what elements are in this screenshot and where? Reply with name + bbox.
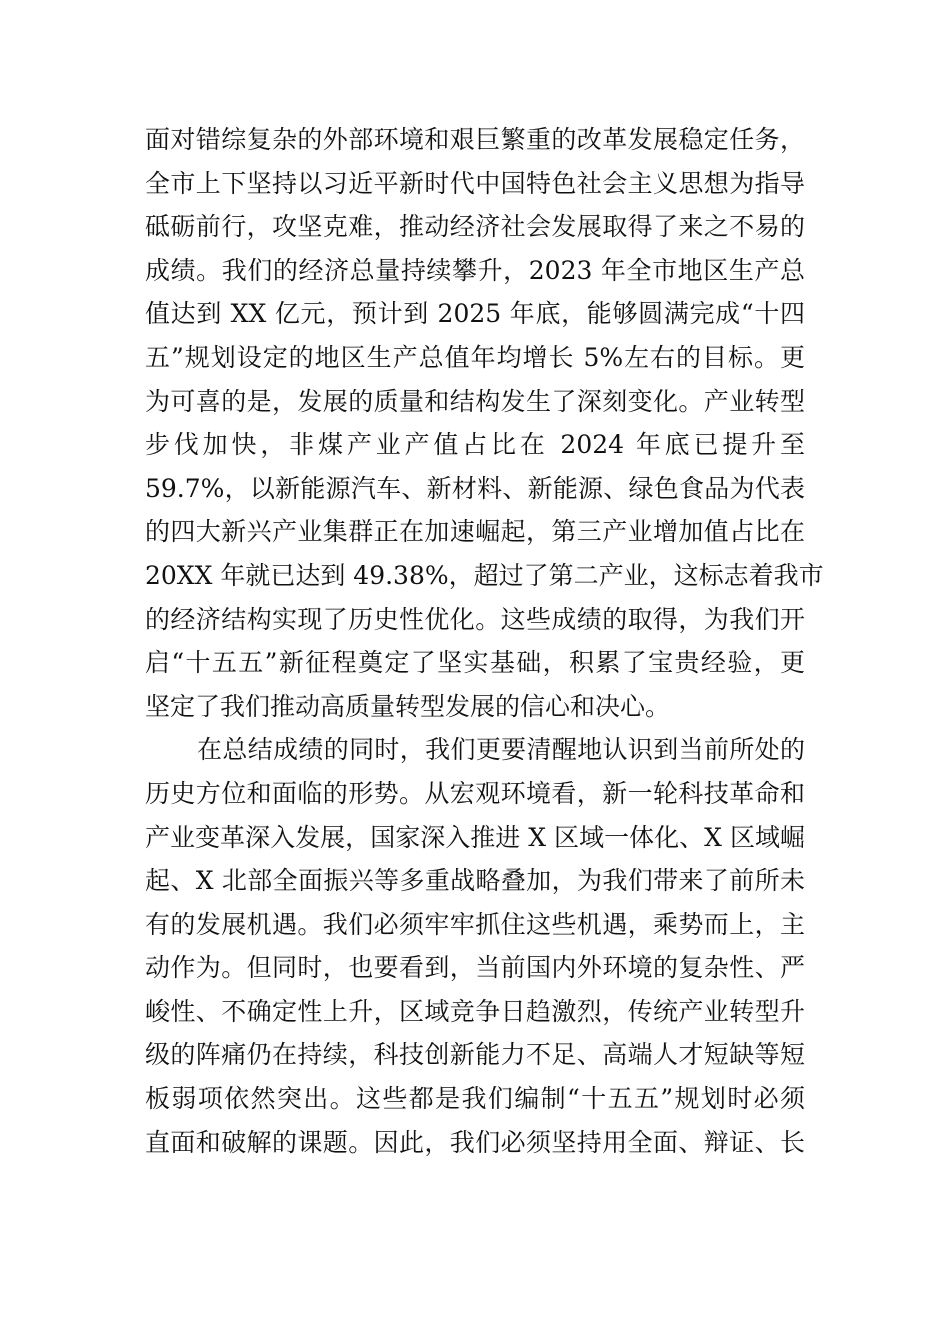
text-line: 值达到 XX 亿元，预计到 2025 年底，能够圆满完成“十四: [145, 299, 805, 329]
text-line: 启“十五五”新征程奠定了坚实基础，积累了宝贵经验，更: [145, 648, 805, 678]
text-line: 直面和破解的课题。因此，我们必须坚持用全面、辩证、长: [145, 1127, 805, 1157]
text-line: 级的阵痛仍在持续，科技创新能力不足、高端人才短缺等短: [145, 1040, 805, 1070]
text-line: 59.7%，以新能源汽车、新材料、新能源、绿色食品为代表: [145, 473, 805, 503]
text-line: 的四大新兴产业集群正在加速崛起，第三产业增加值占比在: [145, 517, 805, 547]
paragraph-situation: [145, 728, 805, 1164]
text-line: 产业变革深入发展，国家深入推进 X 区域一体化、X 区域崛: [145, 822, 805, 852]
text-line: 历史方位和面临的形势。从宏观环境看，新一轮科技革命和: [145, 778, 805, 808]
text-line: 面对错综复杂的外部环境和艰巨繁重的改革发展稳定任务，: [145, 125, 805, 154]
paragraph-achievements: [145, 118, 824, 728]
text-line: 步伐加快，非煤产业产值占比在 2024 年底已提升至: [145, 430, 805, 460]
text-line: 20XX 年就已达到 49.38%，超过了第二产业，这标志着我市: [145, 560, 824, 590]
text-line: 在总结成绩的同时，我们更要清醒地认识到当前所处的: [197, 735, 805, 765]
text-line: 五”规划设定的地区生产总值年均增长 5%左右的目标。更: [145, 342, 805, 372]
text-line: 板弱项依然突出。这些都是我们编制“十五五”规划时必须: [145, 1084, 805, 1114]
text-line: 动作为。但同时，也要看到，当前国内外环境的复杂性、严: [145, 953, 805, 983]
text-line: 峻性、不确定性上升，区域竞争日趋激烈，传统产业转型升: [145, 996, 805, 1026]
text-line: 成绩。我们的经济总量持续攀升，2023 年全市地区生产总: [145, 255, 805, 285]
text-line: 为可喜的是，发展的质量和结构发生了深刻变化。产业转型: [145, 386, 805, 416]
text-line: 坚定了我们推动高质量转型发展的信心和决心。: [145, 691, 671, 721]
text-line: 起、X 北部全面振兴等多重战略叠加，为我们带来了前所未: [145, 866, 805, 896]
text-line: 有的发展机遇。我们必须牢牢抓住这些机遇，乘势而上，主: [145, 909, 805, 939]
text-line: 全市上下坚持以习近平新时代中国特色社会主义思想为指导: [145, 168, 805, 198]
document-body: [145, 118, 824, 1164]
text-line: 砥砺前行，攻坚克难，推动经济社会发展取得了来之不易的: [145, 212, 805, 242]
text-line: 的经济结构实现了历史性优化。这些成绩的取得，为我们开: [145, 604, 805, 634]
